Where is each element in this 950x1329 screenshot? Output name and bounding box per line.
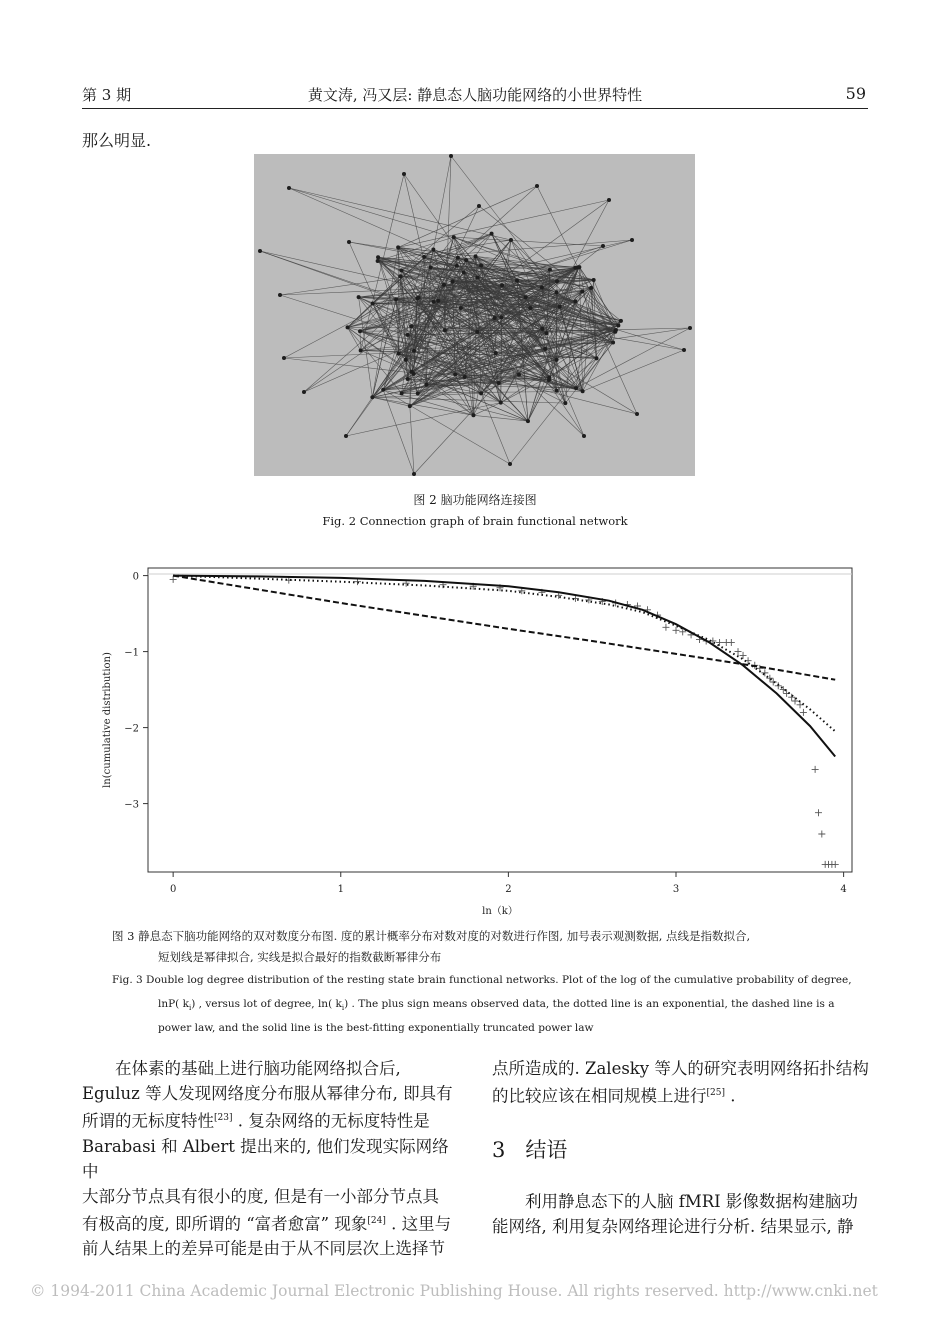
- network-node: [589, 286, 593, 290]
- network-node: [412, 349, 416, 353]
- network-node: [573, 299, 577, 303]
- network-node: [442, 283, 446, 287]
- observed-data-point: [662, 624, 669, 631]
- caption-formula-lnk: ) , versus lot of degree, ln( k: [191, 998, 342, 1010]
- running-title: 黄文涛, 冯又层: 静息态人脑功能网络的小世界特性: [307, 86, 643, 104]
- network-node: [601, 244, 605, 248]
- network-node: [540, 285, 544, 289]
- network-node: [500, 283, 504, 287]
- network-node: [344, 434, 348, 438]
- network-node: [258, 249, 262, 253]
- network-node: [357, 295, 361, 299]
- x-tick-label: 3: [672, 884, 680, 895]
- network-node: [424, 383, 428, 387]
- network-node: [406, 377, 410, 381]
- network-node: [287, 186, 291, 190]
- y-tick-label: −1: [124, 647, 139, 659]
- network-node: [278, 293, 282, 297]
- network-edge: [473, 415, 528, 421]
- network-node: [582, 434, 586, 438]
- network-node: [524, 295, 528, 299]
- network-node: [494, 351, 498, 355]
- network-node: [346, 325, 350, 329]
- network-node: [616, 324, 620, 328]
- network-node: [463, 375, 467, 379]
- observed-data-point: [728, 639, 735, 646]
- x-tick-label: 4: [840, 884, 847, 895]
- network-node: [359, 349, 363, 353]
- degree-distribution-chart: [102, 558, 852, 918]
- y-tick-label: −2: [124, 723, 139, 735]
- observed-data-point: [673, 627, 680, 634]
- figure2-caption-en: Fig. 2 Connection graph of brain functional network: [322, 514, 628, 528]
- x-tick-label: 1: [337, 884, 344, 895]
- network-node: [479, 264, 483, 268]
- text-line: 前人结果上的差异可能是由于从不同层次上选择节: [82, 1239, 445, 1258]
- lead-text: 那么明显.: [82, 131, 152, 150]
- page-number: 59: [845, 84, 866, 103]
- network-node: [517, 373, 521, 377]
- network-node: [595, 356, 599, 360]
- network-node: [347, 240, 351, 244]
- network-node: [547, 375, 551, 379]
- network-node: [376, 255, 380, 259]
- x-tick-label: 2: [505, 884, 512, 895]
- network-node: [508, 462, 512, 466]
- network-node: [535, 184, 539, 188]
- dotted-fit-line: [173, 576, 835, 732]
- network-node: [422, 255, 426, 259]
- network-node: [397, 352, 401, 356]
- network-edge: [465, 377, 501, 403]
- network-node: [399, 268, 403, 272]
- network-node: [477, 204, 481, 208]
- text-line: 所谓的无标度特性[23] . 复杂网络的无标度特性是: [82, 1111, 430, 1131]
- network-node: [515, 279, 519, 283]
- network-node: [558, 305, 562, 309]
- caption-subscript-2: i: [341, 1004, 345, 1013]
- x-axis-label: ln（k）: [482, 906, 518, 917]
- network-node: [376, 259, 380, 263]
- y-axis-label: ln(cumulative distribution): [102, 652, 113, 788]
- network-node: [459, 306, 463, 310]
- network-node: [406, 333, 410, 337]
- network-node: [416, 391, 420, 395]
- section-title: 结语: [525, 1138, 568, 1162]
- observed-data-point: [792, 698, 799, 705]
- observed-data-point: [716, 639, 723, 646]
- observed-data-point: [832, 861, 839, 868]
- citation-25[interactable]: [25]: [706, 1088, 725, 1098]
- observed-data-point: [761, 669, 768, 676]
- network-edge: [383, 390, 414, 474]
- network-node: [592, 278, 596, 282]
- network-node: [381, 388, 385, 392]
- network-node: [471, 413, 475, 417]
- network-node: [409, 324, 413, 328]
- network-node: [404, 358, 408, 362]
- network-node: [302, 390, 306, 394]
- network-node: [526, 419, 530, 423]
- figure3-caption-en-1: Fig. 3 Double log degree distribution of the resting state brain functional networks. Plot of the log of the cumulative probability of degree,: [112, 974, 852, 986]
- network-node: [555, 389, 559, 393]
- journal-issue: 第 3 期: [82, 86, 132, 104]
- network-node: [607, 198, 611, 202]
- network-node: [429, 265, 433, 269]
- observed-data-point: [740, 652, 747, 659]
- network-node: [450, 280, 454, 284]
- text-line: 有极高的度, 即所谓的 “富者愈富” 现象[24] . 这里与: [82, 1214, 452, 1233]
- text-line: 的比较应该在相同规模上进行[25] .: [492, 1086, 736, 1106]
- caption-formula-p: lnP( k: [158, 998, 189, 1010]
- section-heading: [492, 1134, 567, 1164]
- figure3-caption-cn-1: 图 3 静息态下脑功能网络的双对数度分布图. 度的累计概率分布对数对度的对数进行作图, 加号表示观测数据, 点线是指数拟合,: [112, 929, 751, 943]
- citation-24[interactable]: [24]: [367, 1215, 386, 1226]
- network-node: [474, 254, 478, 258]
- caption-rest: ) . The plus sign means observed data, the dotted line is an exponential, the dashed line is a: [344, 998, 835, 1010]
- network-edge: [289, 188, 511, 240]
- x-tick-label: 0: [169, 884, 177, 895]
- network-node: [436, 299, 440, 303]
- network-node: [371, 301, 375, 305]
- header-rule: [82, 108, 868, 109]
- network-node: [563, 401, 567, 405]
- text-line: 大部分节点具有很小的度, 但是有一小部分节点具: [82, 1186, 439, 1206]
- network-node: [635, 412, 639, 416]
- network-node: [408, 404, 412, 408]
- text-line: Eguluz 等人发现网络度分布服从幂律分布, 即具有: [82, 1084, 453, 1103]
- network-node: [475, 276, 479, 280]
- network-node: [432, 300, 436, 304]
- text-line: 利用静息态下的人脑 fMRI 影像数据构建脑功: [525, 1192, 858, 1211]
- network-node: [431, 248, 435, 252]
- text-line: 在体素的基础上进行脑功能网络拟合后,: [115, 1059, 401, 1078]
- plot-frame: [148, 568, 852, 872]
- network-node: [574, 386, 578, 390]
- network-node: [554, 358, 558, 362]
- network-graph: [254, 154, 695, 476]
- network-node: [545, 331, 549, 335]
- observed-data-point: [815, 809, 822, 816]
- network-node: [548, 268, 552, 272]
- network-node: [396, 245, 400, 249]
- observed-data-point: [812, 766, 819, 773]
- network-node: [528, 306, 532, 310]
- network-node: [475, 330, 479, 334]
- network-node: [394, 297, 398, 301]
- network-node: [400, 391, 404, 395]
- network-node: [464, 258, 468, 262]
- network-node: [402, 172, 406, 176]
- network-node: [611, 340, 615, 344]
- network-node: [358, 329, 362, 333]
- network-node: [540, 327, 544, 331]
- network-node: [455, 264, 459, 268]
- network-node: [282, 356, 286, 360]
- network-node: [449, 154, 453, 158]
- network-node: [456, 256, 460, 260]
- figure3-caption-en-3: power law, and the solid line is the best-fitting exponentially truncated power law: [158, 1022, 594, 1034]
- network-node: [398, 274, 402, 278]
- network-node: [688, 326, 692, 330]
- text-line: Barabasi 和 Albert 提出来的, 他们发现实际网络中: [82, 1136, 449, 1181]
- network-node: [577, 265, 581, 269]
- figure3-caption-cn-2: 短划线是幂律拟合, 实线是拟合最好的指数截断幂律分布: [158, 950, 442, 964]
- network-node: [500, 315, 504, 319]
- network-edge: [260, 251, 396, 299]
- network-node: [370, 395, 374, 399]
- network-node: [453, 372, 457, 376]
- observed-data-point: [735, 648, 742, 655]
- network-node: [555, 279, 559, 283]
- network-node: [443, 328, 447, 332]
- body-right-column: [492, 1056, 872, 1109]
- network-node: [613, 330, 617, 334]
- network-node: [479, 391, 483, 395]
- network-node: [452, 235, 456, 239]
- network-edge: [576, 358, 597, 388]
- body-right-column-2: [492, 1189, 872, 1239]
- network-graph-figure: [254, 154, 695, 476]
- network-node: [499, 401, 503, 405]
- network-node: [543, 347, 547, 351]
- network-node: [580, 289, 584, 293]
- observed-data-point: [818, 831, 825, 838]
- network-node: [573, 266, 577, 270]
- observed-data-point: [797, 701, 804, 708]
- network-node: [490, 232, 494, 236]
- network-edge: [575, 246, 603, 268]
- text-line: 点所造成的. Zalesky 等人的研究表明网络拓扑结构: [492, 1059, 869, 1078]
- y-tick-label: 0: [132, 571, 139, 583]
- network-node: [554, 290, 558, 294]
- section-number: 3: [492, 1138, 506, 1162]
- network-node: [619, 319, 623, 323]
- network-node: [630, 238, 634, 242]
- network-node: [412, 472, 416, 476]
- solid-fit-line: [173, 576, 835, 757]
- y-tick-label: −3: [124, 799, 139, 811]
- citation-23[interactable]: [23]: [214, 1113, 233, 1123]
- network-edge: [537, 186, 578, 267]
- network-node: [581, 389, 585, 393]
- network-node: [412, 372, 416, 376]
- observed-data-point: [800, 709, 807, 716]
- dashed-fit-line: [173, 576, 835, 680]
- network-edges: [260, 156, 690, 474]
- caption-subscript: i: [188, 1004, 192, 1013]
- network-node: [462, 270, 466, 274]
- network-node: [497, 381, 501, 385]
- copyright-footer: © 1994-2011 China Academic Journal Electronic Publishing House. All rights reserved. http://www.cnki.net: [30, 1282, 878, 1300]
- network-node: [509, 238, 513, 242]
- text-line: 能网络, 利用复杂网络理论进行分析. 结果显示, 静: [492, 1217, 854, 1236]
- figure2-caption-cn: 图 2 脑功能网络连接图: [413, 493, 537, 507]
- network-edge: [360, 331, 361, 350]
- network-node: [682, 348, 686, 352]
- network-node: [493, 316, 497, 320]
- observed-data-point: [788, 694, 795, 701]
- network-node: [416, 296, 420, 300]
- body-left-column: [82, 1056, 462, 1261]
